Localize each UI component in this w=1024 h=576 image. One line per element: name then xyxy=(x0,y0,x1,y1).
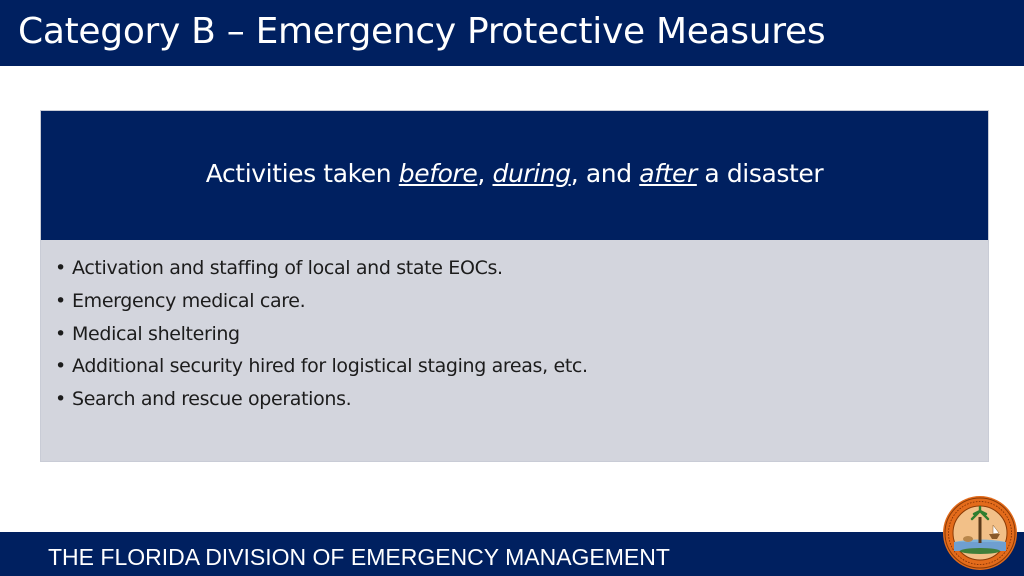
list-item-text: Additional security hired for logistical staging areas, etc. xyxy=(72,355,588,378)
heading-after: after xyxy=(639,159,697,188)
list-item-text: Search and rescue operations. xyxy=(72,388,352,411)
florida-state-seal-icon xyxy=(942,495,1018,571)
heading-text-2: , and xyxy=(570,159,640,188)
heading-text-3: a disaster xyxy=(696,159,824,188)
footer-bar xyxy=(0,532,1024,576)
box-body xyxy=(41,240,988,461)
bullet-icon: • xyxy=(55,257,66,279)
list-item xyxy=(55,285,588,318)
box-heading xyxy=(206,159,824,188)
bullet-icon: • xyxy=(55,289,66,312)
bullet-list xyxy=(55,252,588,416)
list-item-text: Emergency medical care. xyxy=(72,289,306,312)
list-item-text: Activation and staffing of local and state EOCs. xyxy=(72,257,503,279)
list-item xyxy=(55,383,588,416)
bullet-icon: • xyxy=(55,388,66,411)
box-header xyxy=(41,111,988,240)
list-item xyxy=(55,350,588,383)
heading-comma: , xyxy=(477,159,485,188)
heading-before: before xyxy=(398,159,478,188)
slide-title: Category B – Emergency Protective Measures xyxy=(18,11,826,52)
list-item xyxy=(55,252,588,285)
content-box xyxy=(41,111,988,461)
heading-text-1: Activities taken xyxy=(205,159,399,188)
list-item xyxy=(55,318,588,351)
heading-during: during xyxy=(492,159,571,188)
list-item-text: Medical sheltering xyxy=(72,322,240,345)
bullet-icon: • xyxy=(55,322,66,345)
footer-text: THE FLORIDA DIVISION OF EMERGENCY MANAGEMENT xyxy=(48,544,670,570)
bullet-icon: • xyxy=(55,355,66,378)
title-bar xyxy=(0,0,1024,66)
